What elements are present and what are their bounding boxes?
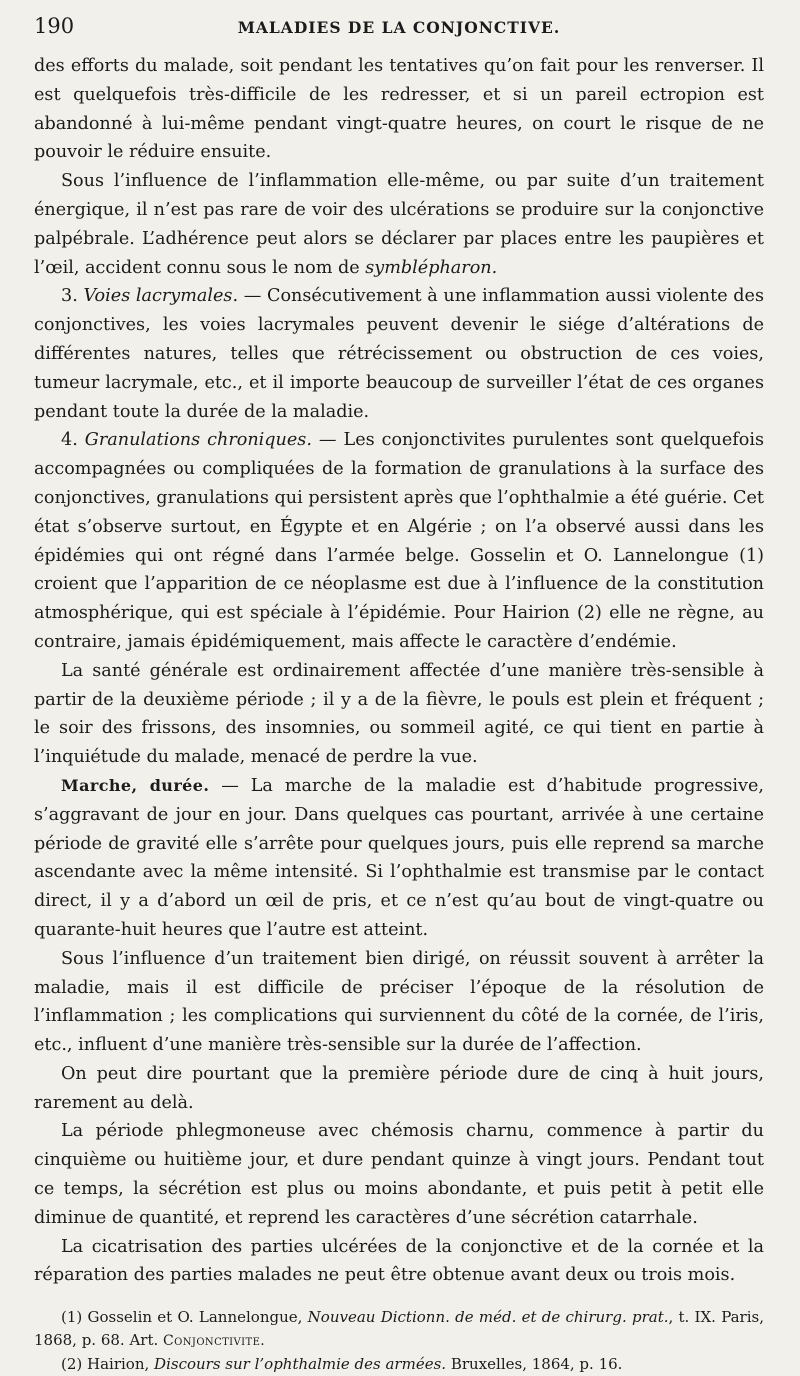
paragraph-traitement [34,945,764,1060]
running-title: MALADIES DE LA CONJONCTIVE. [237,18,561,37]
paragraph-6-text: — La marche de la maladie est d’habitude progressive, s’aggravant de jour en jour. Dans quelques cas pourtant, arrivée à une certaine période de gravité elle s’arrête pour quelques jours, puis elle reprend sa marche ascendante avec la même intensité. Si l’ophthalmie est transmise par le contact direct, il y a d’abord un œil de pris, et ce n’est qu’au bout de vingt-quatre ou quarante-huit heures que l’autre est atteint. [34,775,764,940]
footnote-2-author: (2) Hairion, [61,1355,155,1374]
page-body [34,52,764,1290]
page-header [34,14,764,46]
paragraph-2 [34,167,764,282]
page-number: 190 [34,14,75,38]
footnotes [34,1306,764,1376]
section-number-4: 4. [61,430,85,451]
footnote-1-title: Nouveau Dictionn. de méd. et de chirurg. prat. [307,1308,669,1327]
section-number-3: 3. [61,286,84,307]
paragraph-marche-duree [34,772,764,945]
footnote-1-ref: , t. IX. Paris, 1868, p. 68. Art. [34,1308,764,1350]
paragraph-4-text: — Les conjonctivites purulentes sont quelquefois accompagnées ou compliquées de la formation de granulations à la surface des conjonctives, granulations qui persistent après que l’ophthalmie a été guérie. Cet état s’observe surtout, en Égypte et en Algérie ; on l’a observé aussi dans les épidémies qui ont régné dans l’armée belge. Gosselin et O. Lannelongue (1) croient que l’apparition de ce néoplasme est due à l’influence de la constitution atmosphérique, qui est spéciale à l’épidémie. Pour Hairion (2) elle ne règne, au contraire, jamais épidémiquement, mais affecte le caractère d’endémie. [34,430,764,652]
rubric-marche-duree: Marche, durée. [61,775,210,795]
paragraph-sante-generale [34,657,764,772]
paragraph-voies-lacrymales [34,282,764,426]
footnote-2-ref: Bruxelles, 1864, p. 16. [446,1355,623,1374]
paragraph-premiere-periode [34,1060,764,1118]
paragraph-5-text: La santé générale est ordinairement affectée d’une manière très-sensible à partir de la deuxième période ; il y a de la fièvre, le pouls est plein et fréquent ; le soir des frissons, des insomnies, ou sommeil agité, ce qui tient en partie à l’inquiétude du malade, menacé de perdre la vue. [34,660,764,768]
paragraph-cicatrisation [34,1233,764,1291]
paragraph-1 [34,52,764,167]
footnote-1 [34,1306,764,1353]
paragraph-2-text: Sous l’influence de l’inflammation elle-même, ou par suite d’un traitement énergique, il n’est pas rare de voir des ulcérations se produire sur la conjonctive palpébrale. L’adhérence peut alors se déclarer par places entre les paupières et l’œil, accident connu sous le nom de [34,171,764,278]
paragraph-periode-phlegmoneuse [34,1117,764,1232]
paragraph-7-text: Sous l’influence d’un traitement bien dirigé, on réussit souvent à arrêter la maladie, mais il est difficile de préciser l’époque de la résolution de l’inflammation ; les complications qui surviennent du côté de la cornée, de l’iris, etc., influent d’une manière très-sensible sur la durée de l’affection. [34,948,764,1056]
symblepharon-term: symblépharon. [365,257,498,278]
footnote-1-article: Conjonctivite. [163,1333,266,1350]
paragraph-3-text: — Consécutivement à une inflammation aussi violente des conjonctives, les voies lacrymales peuvent devenir le siége d’altérations de différentes natures, telles que rétrécissement ou obstruction de ces voies, tumeur lacrymale, etc., et il importe beaucoup de surveiller l’état de ces organes pendant toute la durée de la maladie. [34,286,764,422]
footnote-1-author: (1) Gosselin et O. Lannelongue, [61,1308,308,1327]
footnote-2-title: Discours sur l’ophthalmie des armées. [154,1355,447,1374]
footnote-2 [34,1353,764,1376]
section-title-granulations: Granulations chroniques. [84,430,312,451]
paragraph-1-text: des efforts du malade, soit pendant les tentatives qu’on fait pour les renverser. Il est quelquefois très-difficile de les redresser, et si un pareil ectropion est abandonné à lui-même pendant vingt-quatre heures, on court le risque de ne pouvoir le réduire ensuite. [34,56,764,163]
paragraph-9-text: La période phlegmoneuse avec chémosis charnu, commence à partir du cinquième ou huitième jour, et dure pendant quinze à vingt jours. Pendant tout ce temps, la sécrétion est plus ou moins abondante, et puis petit à petit elle diminue de quantité, et reprend les caractères d’une sécrétion catarrhale. [34,1121,764,1228]
paragraph-10-text: La cicatrisation des parties ulcérées de la conjonctive et de la cornée et la réparation des parties malades ne peut être obtenue avant deux ou trois mois. [34,1236,764,1286]
paragraph-8-text: On peut dire pourtant que la première période dure de cinq à huit jours, rarement au delà. [34,1063,764,1113]
section-title-voies-lacrymales: Voies lacrymales. [83,286,239,307]
paragraph-granulations [34,426,764,656]
